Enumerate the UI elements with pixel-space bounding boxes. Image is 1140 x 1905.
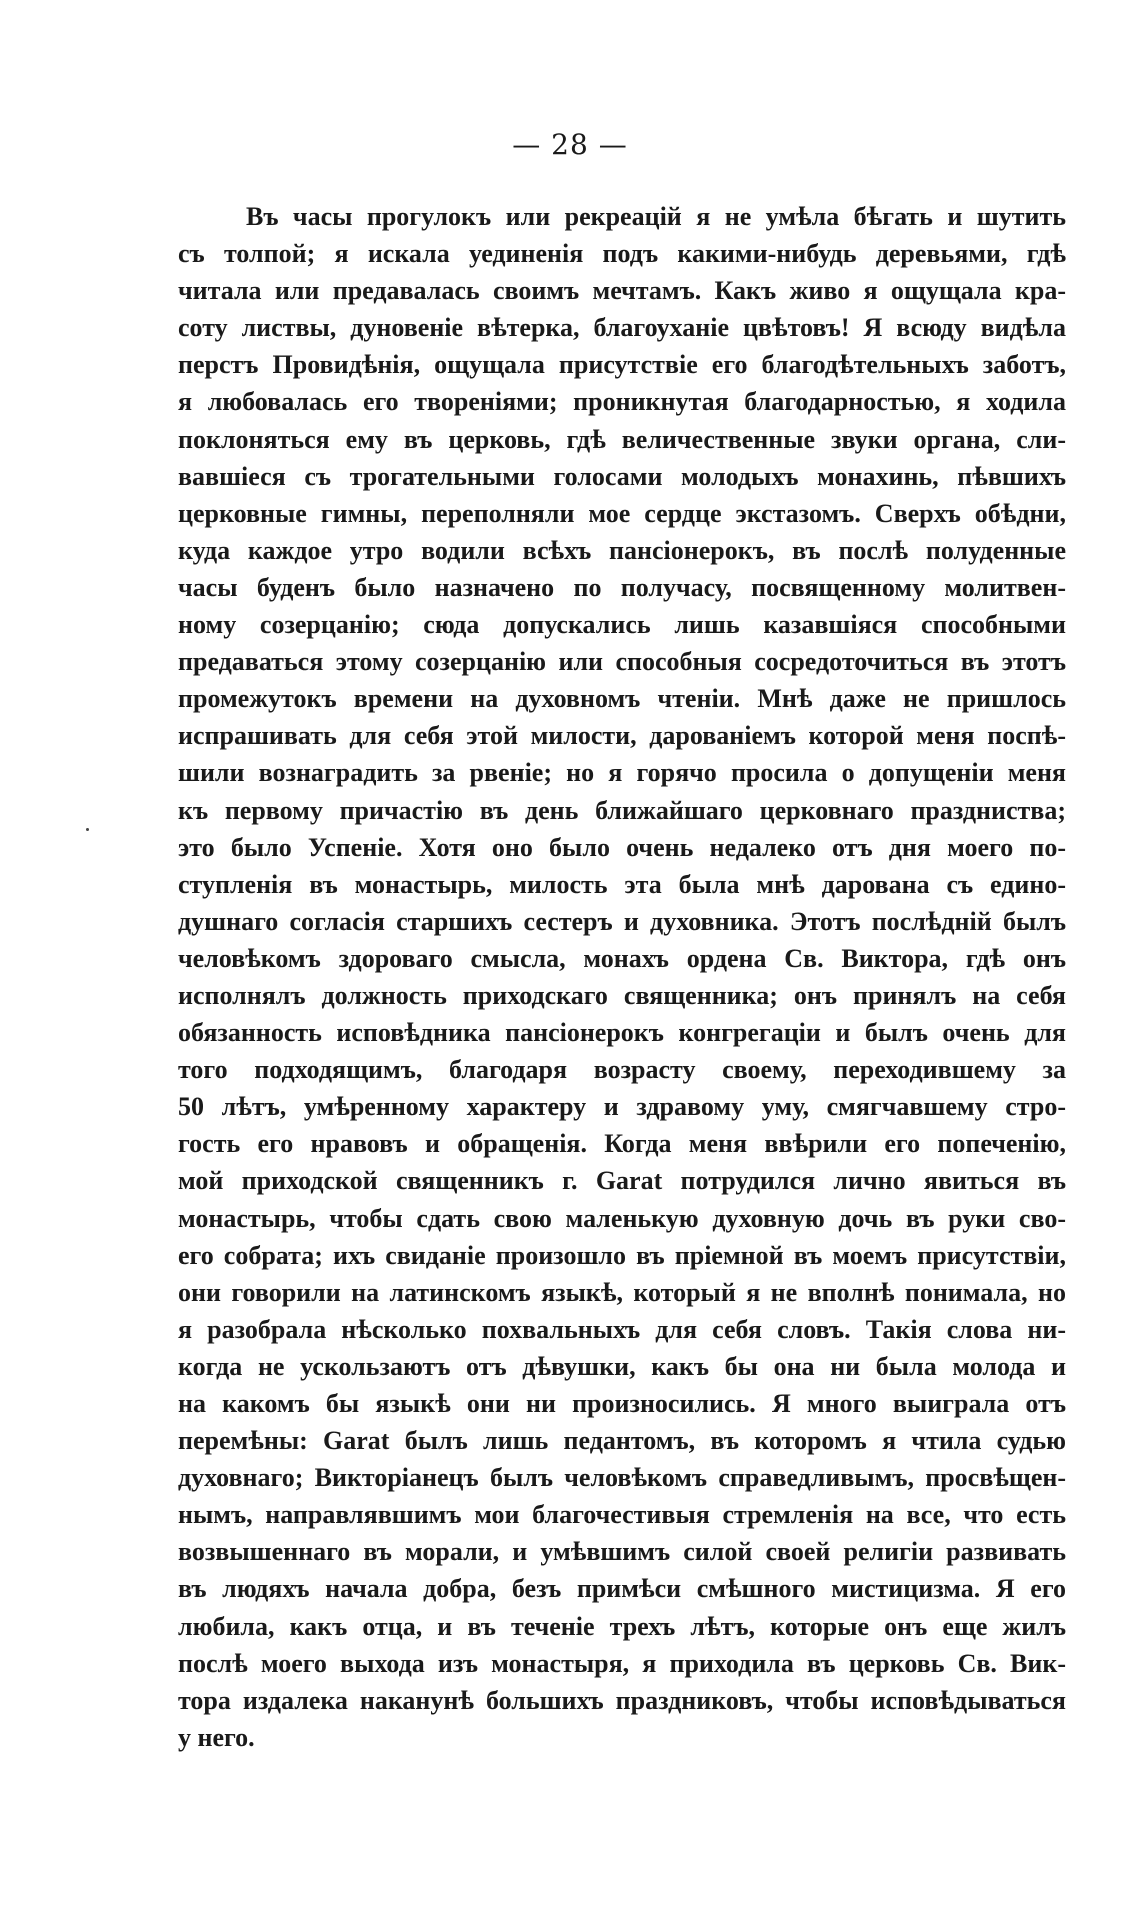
text-line: исполнялъ должность приходскаго священника; онъ принялъ на себя	[178, 980, 1066, 1010]
text-line: поклоняться ему въ церковь, гдѣ величественные звуки органа, сли-	[178, 424, 1066, 454]
text-line: монастырь, чтобы сдать свою маленькую духовную дочь въ руки сво-	[178, 1203, 1066, 1233]
text-line: 50 лѣтъ, умѣренному характеру и здравому уму, смягчавшему стро-	[178, 1092, 1066, 1122]
text-line: человѣкомъ здороваго смысла, монахъ ордена Св. Виктора, гдѣ онъ	[178, 943, 1066, 973]
text-line: къ первому причастію въ день ближайшаго церковнаго праздниства;	[178, 795, 1066, 825]
text-line: у него.	[178, 1722, 255, 1752]
text-line: Въ часы прогулокъ или рекреацій я не умѣла бѣгать и шутить	[246, 202, 1066, 231]
text-line: ному созерцанію; сюда допускались лишь казавшіяся способными	[178, 610, 1066, 640]
text-line: мой приходской священникъ г. Garat потрудился лично явиться въ	[178, 1166, 1066, 1196]
text-line: перстъ Провидѣнія, ощущала присутствіе его благодѣтельныхъ заботъ,	[178, 350, 1066, 380]
text-line: ступленія въ монастырь, милость эта была мнѣ дарована съ едино-	[178, 869, 1066, 899]
text-line: предаваться этому созерцанію или способныя сосредоточиться въ этотъ	[178, 647, 1066, 677]
text-line: когда не ускользаютъ отъ дѣвушки, какъ бы она ни была молода и	[178, 1351, 1066, 1381]
text-line: вавшіеся съ трогательными голосами молодыхъ монахинь, пѣвшихъ	[178, 461, 1066, 491]
text-line: съ толпой; я искала уединенія подъ какими-нибудь деревьями, гдѣ	[178, 239, 1066, 269]
text-line: церковные гимны, переполняли мое сердце экстазомъ. Сверхъ обѣдни,	[178, 498, 1066, 528]
text-line: я разобрала нѣсколько похвальныхъ для себя словъ. Такія слова ни-	[178, 1314, 1066, 1344]
margin-speck	[86, 828, 89, 831]
text-line: гость его нравовъ и обращенія. Когда меня ввѣрили его попеченію,	[178, 1129, 1066, 1159]
text-line: промежутокъ времени на духовномъ чтеніи. Мнѣ даже не пришлось	[178, 684, 1066, 714]
text-line: куда каждое утро водили всѣхъ пансіонерокъ, въ послѣ полуденные	[178, 535, 1066, 565]
text-line: тора издалека наканунѣ большихъ праздниковъ, чтобы исповѣдываться	[178, 1685, 1066, 1715]
text-line: духовнаго; Викторіанецъ былъ человѣкомъ справедливымъ, просвѣщен-	[178, 1463, 1066, 1493]
body-paragraph	[178, 198, 1066, 1756]
text-line: того подходящимъ, благодаря возрасту своему, переходившему за	[178, 1055, 1066, 1085]
text-line: послѣ моего выхода изъ монастыря, я приходила въ церковь Св. Вик-	[178, 1648, 1066, 1678]
text-line: возвышеннаго въ морали, и умѣвшимъ силой своей религіи развивать	[178, 1537, 1066, 1567]
text-line: читала или предавалась своимъ мечтамъ. Какъ живо я ощущала кра-	[178, 276, 1066, 306]
text-line: испрашивать для себя этой милости, дарованіемъ которой меня поспѣ-	[178, 721, 1066, 751]
text-line: его собрата; ихъ свиданіе произошло въ пріемной въ моемъ присутствіи,	[178, 1240, 1066, 1270]
text-line: соту листвы, дуновеніе вѣтерка, благоуханіе цвѣтовъ! Я всюду видѣла	[178, 313, 1066, 343]
text-line: шили вознаградить за рвеніе; но я горячо просила о допущеніи меня	[178, 758, 1066, 788]
text-line: часы буденъ было назначено по получасу, посвященному молитвен-	[178, 572, 1066, 602]
text-line: душнаго согласія старшихъ сестеръ и духовника. Этотъ послѣдній былъ	[178, 906, 1066, 936]
text-line: на какомъ бы языкѣ они ни произносились. Я много выиграла отъ	[178, 1389, 1066, 1418]
text-line: перемѣны: Garat былъ лишь педантомъ, въ которомъ я чтила судью	[178, 1426, 1066, 1456]
text-line: это было Успеніе. Хотя оно было очень недалеко отъ дня моего по-	[178, 832, 1066, 862]
text-line: въ людяхъ начала добра, безъ примѣси смѣшного мистицизма. Я его	[178, 1574, 1066, 1604]
text-line: обязанность исповѣдника пансіонерокъ конгрегаціи и былъ очень для	[178, 1018, 1066, 1048]
text-line: они говорили на латинскомъ языкѣ, который я не вполнѣ понимала, но	[178, 1277, 1066, 1307]
text-line: нымъ, направлявшимъ мои благочестивыя стремленія на все, что есть	[178, 1500, 1066, 1530]
text-line: любила, какъ отца, и въ теченіе трехъ лѣтъ, которые онъ еще жилъ	[178, 1611, 1066, 1641]
text-line: я любовалась его твореніями; проникнутая благодарностью, я ходила	[178, 387, 1066, 417]
page-number: — 28 —	[512, 128, 628, 161]
